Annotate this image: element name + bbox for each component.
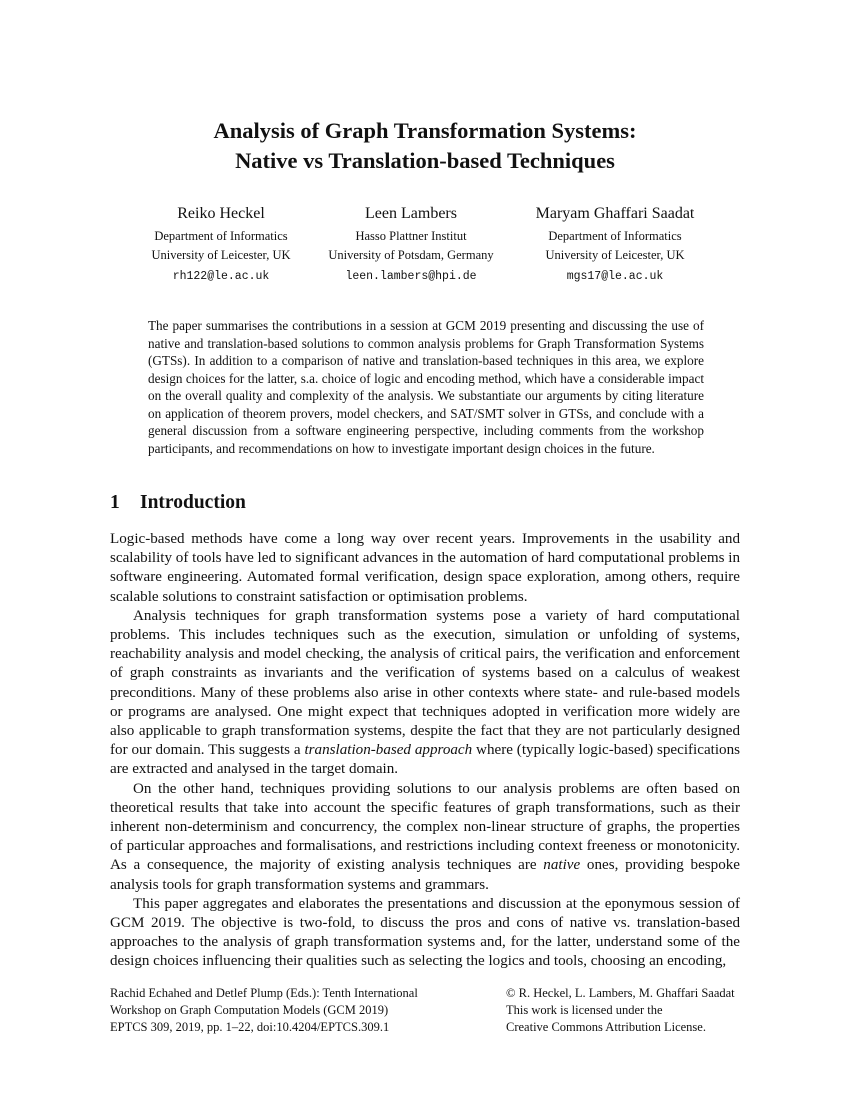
- paper-title: [0, 116, 850, 176]
- author-department: Hasso Plattner Institut: [355, 229, 467, 243]
- author-name: Leen Lambers: [365, 205, 457, 222]
- author-name: Reiko Heckel: [177, 205, 265, 222]
- title-line-1: Analysis of Graph Transformation Systems:: [213, 118, 637, 143]
- footer-line: Workshop on Graph Computation Models (GCM 2019): [110, 1003, 389, 1017]
- emphasis-text: translation-based approach: [304, 742, 473, 759]
- author-department: Department of Informatics: [154, 229, 288, 243]
- author-email[interactable]: mgs17@le.ac.uk: [566, 270, 664, 283]
- abstract: The paper summarises the contributions in a session at GCM 2019 presenting and discussing the use of native and translation-based solutions to common analysis problems for Graph Transformation Systems (GTSs). In addition to a comparison of native and translation-based techniques in this area, we explore design choices for the latter, s.a. choice of logic and encoding method, which have a considerable impact on the overall quality and complexity of the analysis. We substantiate our arguments by citing literature on application of theorem provers, model checkers, and SAT/SMT solver in GTSs, and conclude with a general discussion from a software engineering perspective, including comments from the workshop participants, and recommendations on how to investigate important design choices in the future.: [148, 318, 704, 456]
- emphasis-text: native: [543, 857, 581, 874]
- author-institution: University of Leicester, UK: [151, 248, 291, 262]
- license-link[interactable]: Creative Commons Attribution License.: [506, 1020, 706, 1034]
- author-institution: University of Potsdam, Germany: [328, 248, 494, 262]
- author-name: Maryam Ghaffari Saadat: [535, 205, 695, 222]
- footer-license: [506, 985, 735, 1036]
- author-block-3: [490, 203, 740, 286]
- section-heading: [110, 492, 246, 514]
- body-text: [110, 530, 740, 972]
- paragraph: Logic-based methods have come a long way over recent years. Improvements in the usability and scalability of tools have led to significant advances in the automation of hard computational problems in software engineering. Automated formal verification, design space exploration, among others, require scalable solutions to constraint satisfaction or optimisation problems.: [110, 531, 741, 605]
- footer-line: This work is licensed under the: [506, 1003, 663, 1017]
- author-email[interactable]: leen.lambers@hpi.de: [345, 270, 477, 283]
- section-number: 1: [110, 492, 120, 513]
- author-department: Department of Informatics: [548, 229, 682, 243]
- footer-line: EPTCS 309, 2019, pp. 1–22, doi:10.4204/EPTCS.309.1: [110, 1020, 390, 1034]
- author-institution: University of Leicester, UK: [545, 248, 685, 262]
- section-title: Introduction: [140, 492, 246, 513]
- paragraph: Analysis techniques for graph transformation systems pose a variety of hard computational problems. This includes techniques such as the execution, simulation or unfolding of systems, reachability analysis and model checking, the analysis of critical pairs, the verification and enforcement of graph constraints as invariants and the verification of systems based on a calculus of weakest preconditions. Many of these problems also arise in other contexts where state- and rule-based models or programs are analysed. One might expect that techniques adopted in verification more widely are also applicable to graph transformation systems, despite the fact that they are not particularly designed for our domain. This suggests a translation-based approach where (typically logic-based) specifications are extracted and analysed in the target domain.: [110, 607, 740, 778]
- author-email[interactable]: rh122@le.ac.uk: [172, 270, 270, 283]
- title-line-2: Native vs Translation-based Techniques: [235, 148, 615, 173]
- footer-copyright: © R. Heckel, L. Lambers, M. Ghaffari Saadat: [506, 986, 735, 1000]
- paragraph: On the other hand, techniques providing solutions to our analysis problems are often based on theoretical results that take into account the specific features of graph transformations, such as their inherent non-determinism and concurrency, the complex non-linear structure of graphs, the properties of particular approaches and formalisations, and restrictions including context freeness or monotonicity. As a consequence, the majority of existing analysis techniques are native ones, providing bespoke analysis tools for graph transformation systems and grammars.: [110, 780, 740, 893]
- footer-line: Rachid Echahed and Detlef Plump (Eds.): Tenth International: [110, 986, 418, 1000]
- paragraph: This paper aggregates and elaborates the presentations and discussion at the eponymous session of GCM 2019. The objective is two-fold, to discuss the pros and cons of native vs. translation-based approaches to the analysis of graph transformation systems and, for the latter, understand some of the design choices influencing their qualities such as selecting the logics and tools, choosing an encoding,: [110, 895, 740, 970]
- footer-publication-info: [110, 985, 418, 1036]
